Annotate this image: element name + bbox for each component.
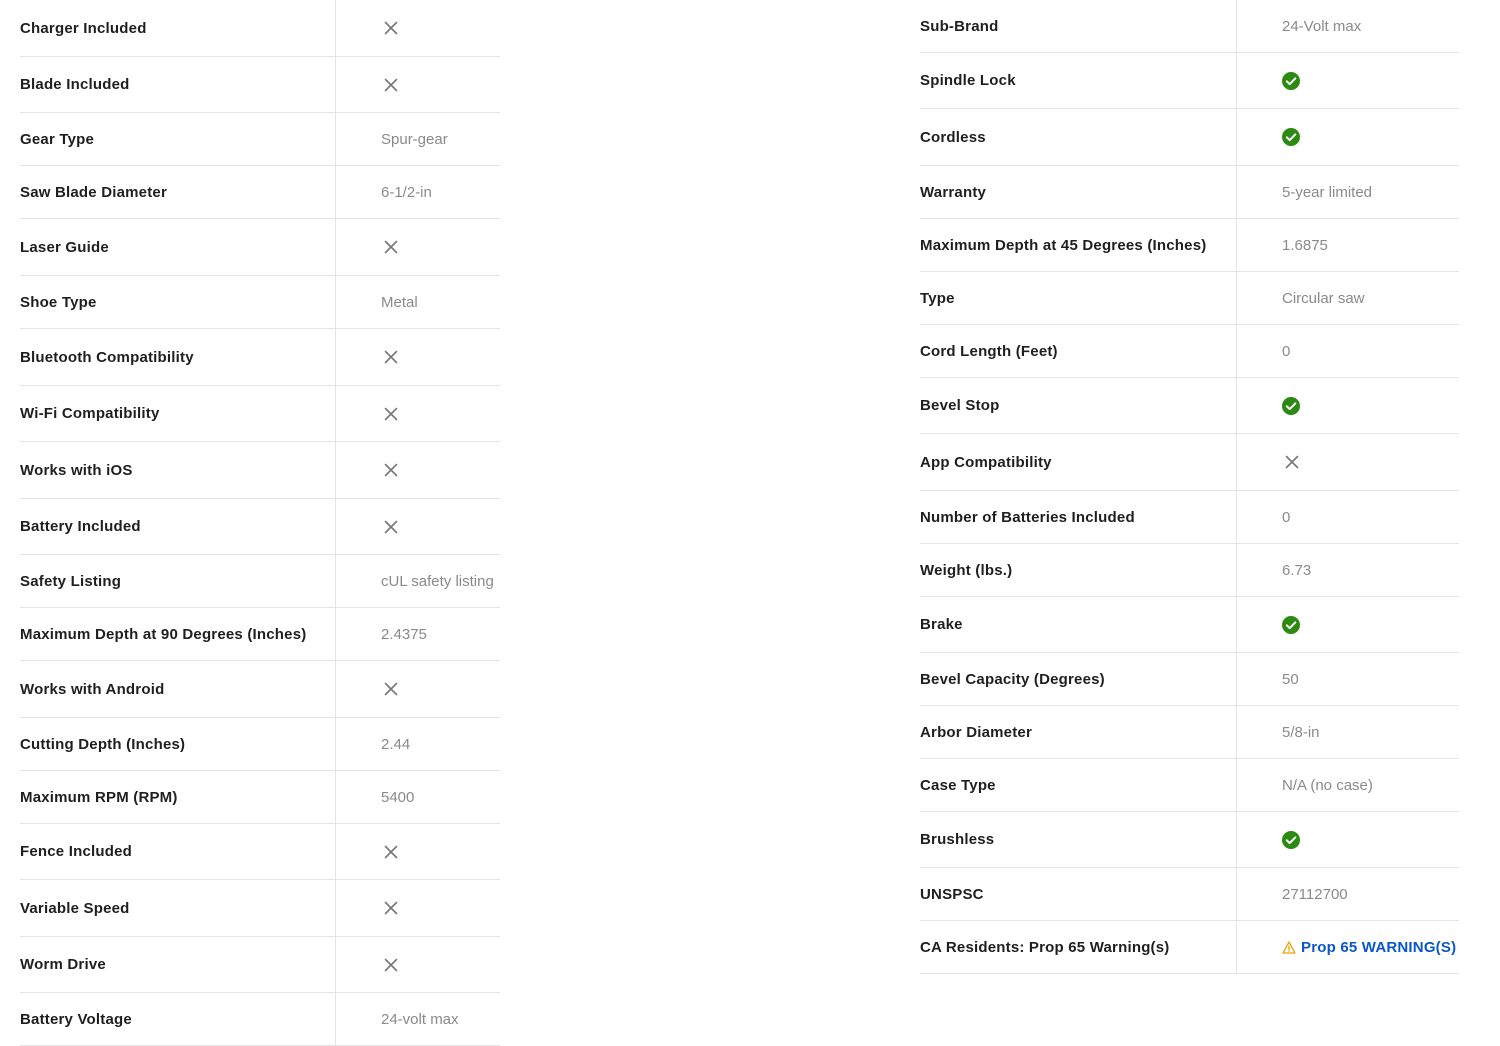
spec-label: Spindle Lock <box>920 53 1237 108</box>
spec-label: Type <box>920 272 1237 324</box>
spec-row-case-type <box>920 759 1459 812</box>
spec-label: Shoe Type <box>20 276 336 328</box>
close-x-icon <box>384 350 398 364</box>
spec-label: Battery Voltage <box>20 993 336 1045</box>
spec-row-brushless <box>920 812 1459 868</box>
spec-row-weight-lbs <box>920 544 1459 597</box>
spec-row-maximum-rpm-rpm <box>20 771 500 824</box>
spec-row-works-with-ios <box>20 442 500 499</box>
spec-value <box>336 463 398 477</box>
spec-row-worm-drive <box>20 937 500 993</box>
spec-row-spindle-lock <box>920 53 1459 109</box>
spec-row-sub-brand <box>920 0 1459 53</box>
spec-label: Cord Length (Feet) <box>920 325 1237 377</box>
spec-value: 50 <box>1282 670 1299 688</box>
spec-label: CA Residents: Prop 65 Warning(s) <box>920 921 1237 973</box>
spec-value: 2.4375 <box>381 625 427 643</box>
spec-row-gear-type <box>20 113 500 166</box>
prop-65-warning-link[interactable]: Prop 65 WARNING(S) <box>1301 938 1457 956</box>
spec-label: Maximum RPM (RPM) <box>20 771 336 823</box>
spec-value <box>1237 397 1300 415</box>
spec-value: 1.6875 <box>1282 236 1328 254</box>
spec-label: Fence Included <box>20 824 336 879</box>
spec-row-warranty <box>920 166 1459 219</box>
close-x-icon <box>384 901 398 915</box>
close-x-icon <box>1285 455 1299 469</box>
spec-label: Works with iOS <box>20 442 336 498</box>
checkmark-circle-icon <box>1282 397 1300 415</box>
spec-row-number-of-batteries-included <box>920 491 1459 544</box>
spec-value <box>1237 939 1456 956</box>
spec-row-bluetooth-compatibility <box>20 329 500 386</box>
close-x-icon <box>384 240 398 254</box>
spec-row-charger-included <box>20 0 500 57</box>
warning-triangle-icon <box>1282 941 1296 954</box>
close-x-icon <box>384 520 398 534</box>
spec-label: Blade Included <box>20 57 336 112</box>
spec-row-shoe-type <box>20 276 500 329</box>
spec-value: 5400 <box>381 788 415 806</box>
spec-label: Maximum Depth at 90 Degrees (Inches) <box>20 608 336 660</box>
spec-label: Wi-Fi Compatibility <box>20 386 336 441</box>
spec-label: Safety Listing <box>20 555 336 607</box>
spec-row-app-compatibility <box>920 434 1459 491</box>
spec-row-battery-voltage <box>20 993 500 1046</box>
spec-row-wi-fi-compatibility <box>20 386 500 442</box>
checkmark-circle-icon <box>1282 616 1300 634</box>
spec-label: Bevel Capacity (Degrees) <box>920 653 1237 705</box>
spec-row-cordless <box>920 109 1459 166</box>
spec-row-laser-guide <box>20 219 500 276</box>
spec-label: Number of Batteries Included <box>920 491 1237 543</box>
spec-label: Sub-Brand <box>920 0 1237 52</box>
spec-value <box>336 78 398 92</box>
spec-row-works-with-android <box>20 661 500 718</box>
spec-row-type <box>920 272 1459 325</box>
spec-value: 0 <box>1282 342 1291 360</box>
spec-row-arbor-diameter <box>920 706 1459 759</box>
spec-value: cUL safety listing <box>381 572 494 590</box>
spec-value <box>336 901 398 915</box>
spec-value: 6.73 <box>1282 561 1312 579</box>
spec-row-maximum-depth-at-90-degrees-inches <box>20 608 500 661</box>
spec-label: Cutting Depth (Inches) <box>20 718 336 770</box>
spec-value: Metal <box>381 293 418 311</box>
checkmark-circle-icon <box>1282 128 1300 146</box>
spec-row-saw-blade-diameter <box>20 166 500 219</box>
spec-value: 5-year limited <box>1282 183 1373 201</box>
spec-value: N/A (no case) <box>1282 776 1373 794</box>
spec-label: Warranty <box>920 166 1237 218</box>
close-x-icon <box>384 845 398 859</box>
spec-label: Worm Drive <box>20 937 336 992</box>
spec-label: Variable Speed <box>20 880 336 936</box>
spec-label: Cordless <box>920 109 1237 165</box>
spec-label: Saw Blade Diameter <box>20 166 336 218</box>
spec-label: Bevel Stop <box>920 378 1237 433</box>
spec-value <box>336 407 398 421</box>
spec-value: 0 <box>1282 508 1291 526</box>
spec-label: Brushless <box>920 812 1237 867</box>
spec-label: Brake <box>920 597 1237 652</box>
spec-row-bevel-stop <box>920 378 1459 434</box>
spec-row-battery-included <box>20 499 500 555</box>
specifications-table-right <box>920 0 1459 974</box>
spec-value <box>1237 616 1300 634</box>
spec-value <box>1237 831 1300 849</box>
checkmark-circle-icon <box>1282 831 1300 849</box>
spec-row-maximum-depth-at-45-degrees-inches <box>920 219 1459 272</box>
spec-row-blade-included <box>20 57 500 113</box>
spec-value: 27112700 <box>1282 885 1348 903</box>
spec-value <box>336 520 398 534</box>
spec-row-cutting-depth-inches <box>20 718 500 771</box>
spec-label: Maximum Depth at 45 Degrees (Inches) <box>920 219 1237 271</box>
specifications-table-left <box>20 0 500 1046</box>
spec-value <box>1237 455 1299 469</box>
spec-row-fence-included <box>20 824 500 880</box>
spec-value <box>336 350 398 364</box>
spec-label: Gear Type <box>20 113 336 165</box>
spec-value: 5/8-in <box>1282 723 1320 741</box>
spec-row-safety-listing <box>20 555 500 608</box>
spec-label: Bluetooth Compatibility <box>20 329 336 385</box>
spec-label: Charger Included <box>20 0 336 56</box>
spec-value <box>1237 72 1300 90</box>
spec-row-brake <box>920 597 1459 653</box>
spec-value: 24-volt max <box>381 1010 459 1028</box>
spec-label: Works with Android <box>20 661 336 717</box>
spec-row-variable-speed <box>20 880 500 937</box>
spec-row-ca-residents-prop-65-warning-s <box>920 921 1459 974</box>
spec-value: 2.44 <box>381 735 411 753</box>
spec-value <box>336 21 398 35</box>
spec-value: 24-Volt max <box>1282 17 1362 35</box>
spec-label: Battery Included <box>20 499 336 554</box>
spec-label: Laser Guide <box>20 219 336 275</box>
checkmark-circle-icon <box>1282 72 1300 90</box>
spec-label: UNSPSC <box>920 868 1237 920</box>
close-x-icon <box>384 682 398 696</box>
close-x-icon <box>384 463 398 477</box>
spec-label: Weight (lbs.) <box>920 544 1237 596</box>
spec-value <box>336 845 398 859</box>
spec-value <box>1237 128 1300 146</box>
close-x-icon <box>384 78 398 92</box>
spec-label: Case Type <box>920 759 1237 811</box>
spec-row-cord-length-feet <box>920 325 1459 378</box>
prop-65-warning-link-wrap[interactable] <box>1282 939 1456 956</box>
close-x-icon <box>384 407 398 421</box>
close-x-icon <box>384 21 398 35</box>
spec-label: Arbor Diameter <box>920 706 1237 758</box>
spec-value: 6-1/2-in <box>381 183 432 201</box>
close-x-icon <box>384 958 398 972</box>
spec-row-bevel-capacity-degrees <box>920 653 1459 706</box>
spec-label: App Compatibility <box>920 434 1237 490</box>
spec-value <box>336 682 398 696</box>
spec-value: Circular saw <box>1282 289 1365 307</box>
spec-value: Spur-gear <box>381 130 448 148</box>
spec-value <box>336 240 398 254</box>
spec-row-unspsc <box>920 868 1459 921</box>
spec-value <box>336 958 398 972</box>
